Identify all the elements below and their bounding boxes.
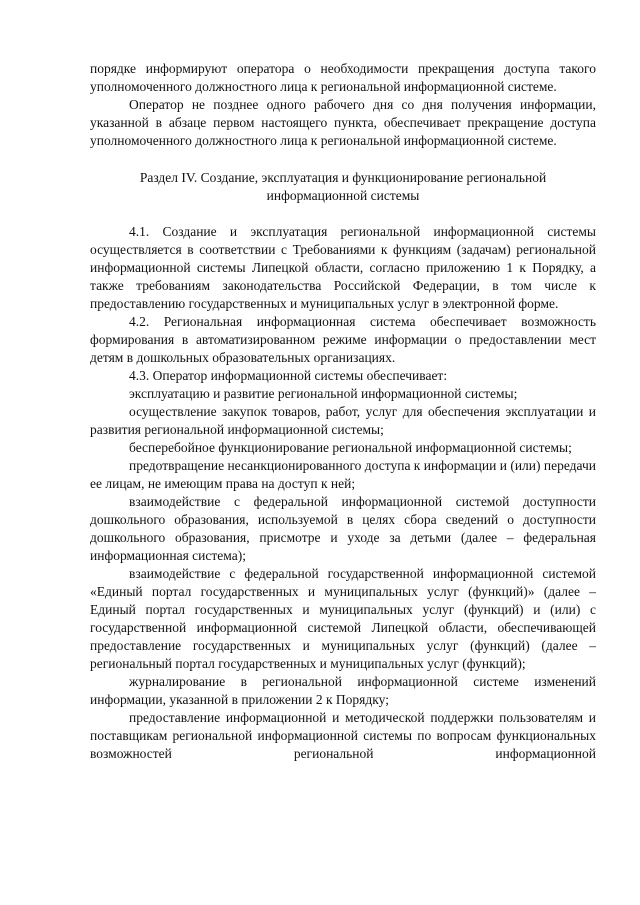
- paragraph-4-1: 4.1. Создание и эксплуатация региональной информационной системы осуществляется в соответствии с Требованиями к функциям (задачам) региональной информационной системы Липецкой области, согласно приложению 1 к Порядку, а также требованиям законодательства Российской Федерации, в том числе к предоставлению государственных и муниципальных услуг в электронной форме.: [90, 224, 596, 311]
- paragraph-4-3: 4.3. Оператор информационной системы обеспечивает:: [129, 368, 448, 383]
- list-item: бесперебойное функционирование региональной информационной системы;: [129, 440, 572, 455]
- list-item: предоставление информационной и методической поддержки пользователям и поставщикам региональной информационной системы по вопросам функциональных возможностей региональной информационной: [90, 710, 596, 761]
- list-item: взаимодействие с федеральной государственной информационной системой «Единый портал государственных и муниципальных услуг (функций)» (далее – Единый портал государственных и муниципальных услуг (функций) и (или) с государственной информационной системой Липецкой области, обеспечивающей предоставление государственных и муниципальных услуг (функций) (далее – региональный портал государственных и муниципальных услуг (функций);: [90, 566, 596, 671]
- paragraph: Оператор не позднее одного рабочего дня со дня получения информации, указанной в абзаце первом настоящего пункта, обеспечивает прекращение доступа уполномоченного должностного лица к региональной информационной системе.: [90, 97, 596, 148]
- list-item: предотвращение несанкционированного доступа к информации и (или) передачи ее лицам, не имеющим права на доступ к ней;: [90, 458, 596, 491]
- paragraph-continued: порядке информируют оператора о необходимости прекращения доступа такого уполномоченного должностного лица к региональной информационной системе.: [90, 61, 596, 94]
- list-item: эксплуатацию и развитие региональной информационной системы;: [129, 386, 518, 401]
- list-item: журналирование в региональной информационной системе изменений информации, указанной в приложении 2 к Порядку;: [90, 674, 596, 707]
- section-heading: Раздел IV. Создание, эксплуатация и функционирование региональной информационной системы: [139, 170, 547, 203]
- list-item: осуществление закупок товаров, работ, услуг для обеспечения эксплуатации и развития региональной информационной системы;: [90, 404, 596, 437]
- list-item: взаимодействие с федеральной информационной системой доступности дошкольного образования, используемой в целях сбора сведений о доступности дошкольного образования, присмотре и уходе за детьми (далее – федеральная информационная система);: [90, 494, 596, 563]
- paragraph-4-2: 4.2. Региональная информационная система обеспечивает возможность формирования в автоматизированном режиме информации о предоставлении мест детям в дошкольных образовательных организациях.: [90, 314, 596, 365]
